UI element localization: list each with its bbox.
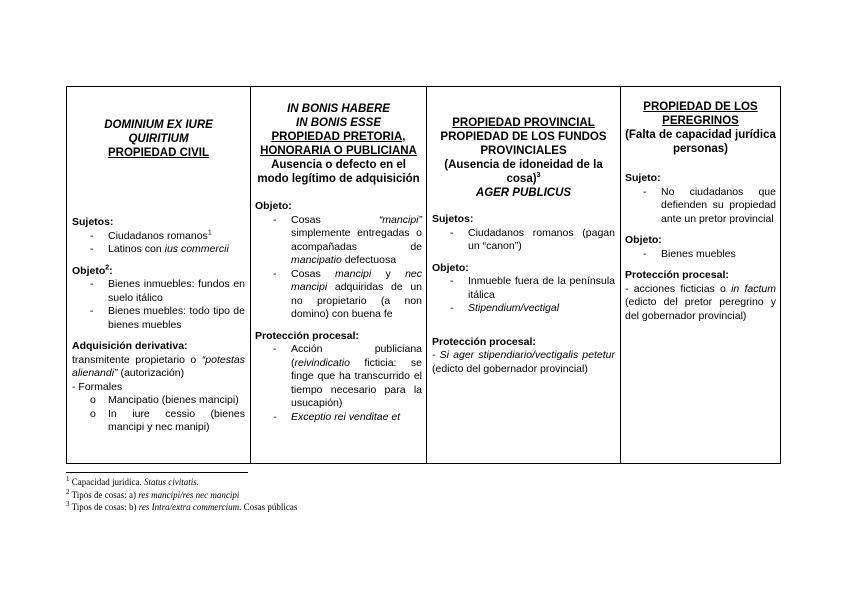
col3-head-bold1: PROPIEDAD DE LOS FUNDOS PROVINCIALES	[440, 131, 607, 157]
col2-head-under2: HONORARIA O PUBLICIANA	[260, 145, 417, 157]
footnote-3: $^3$ Tipos de cosas: b) res Intra/extra commercium. Cosas públicas	[66, 500, 298, 512]
col4-prot-label: Protección procesal:	[625, 269, 729, 281]
col1-sujeto-item: - Ciudadanos romanos$^1$	[72, 230, 245, 244]
col1-formal-item: o Mancipatio (bienes mancipi)	[72, 394, 245, 408]
col1-formales: - Formales	[72, 380, 123, 393]
col1-head-line3: PROPIEDAD CIVIL	[108, 147, 209, 159]
col3-sujeto-item: - Ciudadanos romanos (pagan un “canon”)	[432, 227, 615, 254]
col4-sujeto-label: Sujeto:	[625, 172, 661, 184]
col1-heading	[72, 118, 245, 160]
col4-head-bold: (Falta de capacidad jurídica personas)	[625, 129, 776, 155]
col3-head-ital: AGER PUBLICUS	[475, 187, 572, 199]
col1-objeto-label: Objeto$^2$:	[72, 264, 113, 277]
col3-head-bold2: (Ausencia de idoneidad de la cosa)$^3$	[444, 159, 603, 185]
col2-objeto-label: Objeto:	[255, 200, 292, 212]
col2-prot-item: - Exceptio rei venditae et	[255, 411, 422, 425]
footnote-2: $^2$ Tipos de cosas: a) res mancipi/res nec mancipi	[66, 487, 240, 500]
col2-objeto-item: - Cosas mancipi y nec mancipi adquiridas de un no propietario (a non domino) con buena fe	[255, 268, 422, 322]
column-provincial	[427, 87, 621, 464]
col4-prot-text: - acciones ficticias o in factum (edicto del pretor peregrino y del gobernador provincial)	[625, 282, 776, 322]
col3-prot-label: Protección procesal:	[432, 335, 536, 348]
col2-prot-item: - Acción publiciana (reivindicatio ficticia: se finge que ha transcurrido el tiempo necesario para la usucapión)	[255, 343, 422, 411]
column-in-bonis	[251, 87, 427, 464]
col3-objeto-item: - Stipendium/vectigal	[432, 302, 615, 316]
footnote-1: $^1$ Capacidad jurídica. Status civitatis.	[66, 475, 199, 487]
col3-sujetos-label: Sujetos:	[432, 213, 474, 225]
col2-head-ital1: IN BONIS HABERE	[287, 103, 390, 115]
col2-objeto-item: - Cosas “mancipi” simplemente entregadas o acompañadas de mancipatio defectuosa	[255, 214, 422, 268]
col1-objeto-item: - Bienes muebles: todo tipo de bienes muebles	[72, 305, 245, 332]
col4-heading	[625, 100, 776, 156]
col3-objeto-label: Objeto:	[432, 261, 469, 274]
col1-sujetos-label: Sujetos:	[72, 216, 114, 228]
col1-adq-text: transmitente propietario o “potestas alienandi” (autorización)	[72, 353, 245, 379]
col3-heading	[432, 116, 615, 200]
col1-adquisicion: Adquisición derivativa:	[72, 340, 188, 352]
col4-head-under: PROPIEDAD DE LOS PEREGRINOS	[643, 101, 758, 127]
column-peregrinos	[621, 87, 781, 464]
col3-head-under: PROPIEDAD PROVINCIAL	[452, 117, 595, 129]
col1-sujeto-item: - Latinos con ius commercii	[72, 243, 245, 257]
col1-objeto-item: - Bienes inmuebles: fundos en suelo itálico	[72, 278, 245, 305]
col2-head-ital2: IN BONIS ESSE	[296, 117, 381, 129]
col2-head-under1: PROPIEDAD PRETORIA,	[271, 131, 406, 143]
col4-sujeto-item: - No ciudadanos que defienden su propiedad ante un pretor provincial	[625, 186, 776, 227]
col2-prot-label: Protección procesal:	[255, 329, 359, 342]
col4-objeto-item: - Bienes muebles	[625, 248, 776, 262]
col2-heading	[255, 102, 422, 186]
comparison-table	[66, 86, 781, 464]
col1-head-line1: DOMINIUM EX IURE	[104, 119, 213, 131]
col3-prot-text: - Si ager stipendiario/vectigalis petetur (edicto del gobernador provincial)	[432, 349, 615, 375]
col1-head-line2: QUIRITIUM	[128, 133, 189, 145]
footnote-separator	[66, 472, 248, 473]
col3-objeto-item: - Inmueble fuera de la península itálica	[432, 275, 615, 302]
col1-formal-item: o In iure cessio (bienes mancipi y nec manipi)	[72, 408, 245, 435]
column-dominium	[67, 87, 251, 464]
footnotes	[66, 476, 297, 514]
col2-head-bold: Ausencia o defecto en el modo legítimo de adquisición	[257, 159, 420, 185]
col4-objeto-label: Objeto:	[625, 234, 662, 246]
